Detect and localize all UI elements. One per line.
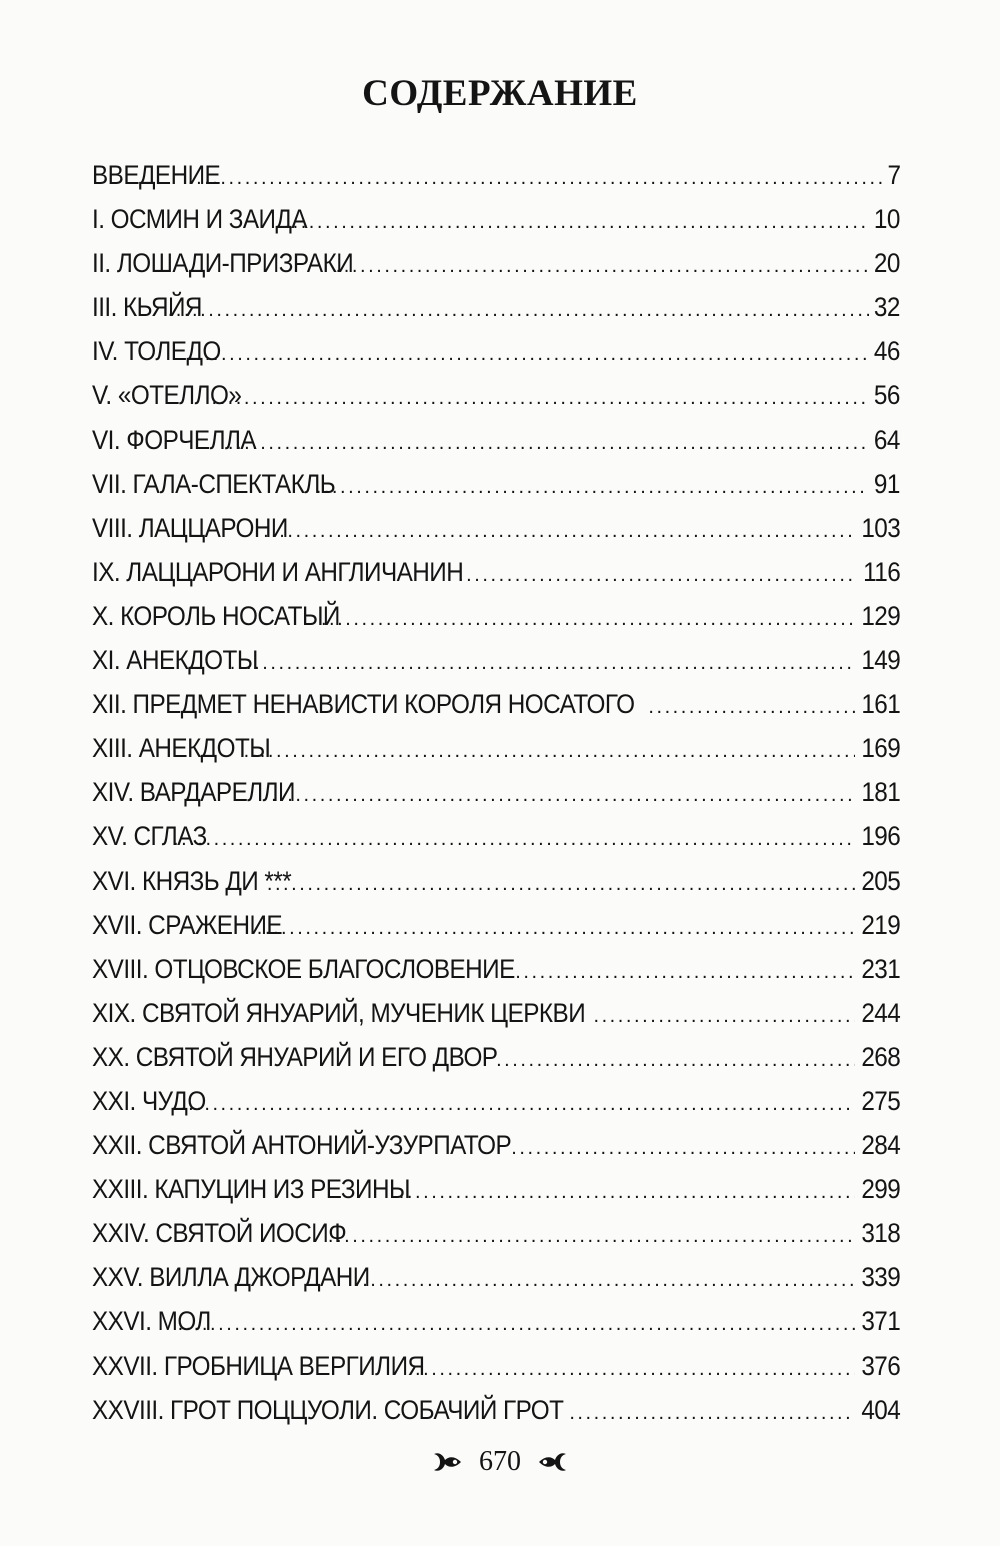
toc-entry-title: XIX. СВЯТОЙ ЯНУАРИЙ, МУЧЕНИК ЦЕРКВИ: [92, 997, 586, 1028]
dot-leader: [354, 1262, 855, 1293]
toc-entry: [92, 160, 900, 204]
dot-leader: [316, 469, 869, 500]
toc-entry-page: 181: [861, 777, 900, 808]
toc-entry-title: IX. ЛАЦЦАРОНИ И АНГЛИЧАНИН: [92, 556, 464, 587]
toc-entry-title: X. КОРОЛЬ НОСАТЫЙ: [92, 600, 340, 631]
toc-entry-title: IV. ТОЛЕДО: [92, 336, 221, 367]
toc-entry-page: 10: [874, 204, 900, 235]
toc-entry-title: XVII. СРАЖЕНИЕ: [92, 909, 283, 940]
toc-entry-page: 376: [861, 1350, 900, 1381]
toc-entry-page: 32: [874, 292, 900, 323]
toc-entry: [92, 248, 900, 292]
toc-entry-title: XXVIII. ГРОТ ПОЦЦУОЛИ. СОБАЧИЙ ГРОТ: [92, 1394, 564, 1425]
toc-entry: [92, 1130, 900, 1174]
toc-entry: [92, 954, 900, 998]
toc-entry-title: XIV. ВАРДАРЕЛЛИ: [92, 777, 295, 808]
toc-entry-page: 219: [861, 909, 900, 940]
toc-entry-page: 231: [861, 953, 900, 984]
dot-leader: [228, 425, 869, 456]
toc-entry-page: 275: [861, 1085, 900, 1116]
table-of-contents: [92, 160, 900, 1439]
toc-entry: [92, 292, 900, 336]
toc-entry-title: XXI. ЧУДО: [92, 1085, 206, 1116]
toc-entry-page: 318: [861, 1218, 900, 1249]
toc-entry-page: 161: [861, 689, 900, 720]
toc-entry-page: 205: [861, 865, 900, 896]
dot-leader: [321, 601, 855, 632]
toc-entry-title: XII. ПРЕДМЕТ НЕНАВИСТИ КОРОЛЯ НОСАТОГО: [92, 689, 635, 720]
toc-entry-page: 103: [861, 512, 900, 543]
toc-entry-title: XXVI. МОЛ: [92, 1306, 211, 1337]
dot-leader: [230, 645, 855, 676]
toc-entry-title: XVIII. ОТЦОВСКОЕ БЛАГОСЛОВЕНИЕ: [92, 953, 515, 984]
page-footer: [0, 1446, 1000, 1478]
dot-leader: [511, 1130, 854, 1161]
toc-entry-page: 149: [861, 645, 900, 676]
toc-entry-page: 244: [861, 997, 900, 1028]
toc-entry-page: 299: [861, 1174, 900, 1205]
toc-entry: [92, 645, 900, 689]
toc-entry: [92, 380, 900, 424]
fleuron-left-icon: [431, 1448, 465, 1476]
dot-leader: [458, 557, 857, 588]
toc-entry-page: 64: [874, 424, 900, 455]
toc-entry: [92, 336, 900, 380]
toc-entry: [92, 1262, 900, 1306]
toc-entry-title: II. ЛОШАДИ-ПРИЗРАКИ: [92, 248, 354, 279]
toc-entry-title: XVI. КНЯЗЬ ДИ ***: [92, 865, 292, 896]
toc-entry-page: 169: [861, 733, 900, 764]
dot-leader: [178, 1306, 855, 1337]
toc-entry-page: 116: [862, 556, 900, 587]
toc-entry-title: XX. СВЯТОЙ ЯНУАРИЙ И ЕГО ДВОР: [92, 1041, 498, 1072]
toc-entry: [92, 204, 900, 248]
toc-entry: [92, 689, 900, 733]
toc-entry: [92, 1395, 900, 1439]
dot-leader: [244, 733, 855, 764]
toc-entry-title: XXIII. КАПУЦИН ИЗ РЕЗИНЫ: [92, 1174, 410, 1205]
page-title: СОДЕРЖАНИЕ: [362, 73, 638, 114]
toc-entry-title: VIII. ЛАЦЦАРОНИ: [92, 512, 288, 543]
toc-entry-page: 7: [887, 160, 900, 190]
toc-entry-page: 91: [874, 468, 900, 499]
toc-entry: [92, 1306, 900, 1350]
toc-entry: [92, 998, 900, 1042]
toc-entry: [92, 821, 900, 865]
toc-entry-title: I. ОСМИН И ЗАИДА: [92, 204, 308, 235]
dot-leader: [328, 1218, 855, 1249]
dot-leader: [267, 866, 855, 897]
toc-entry: [92, 469, 900, 513]
toc-entry-page: 196: [861, 821, 900, 852]
toc-entry: [92, 557, 900, 601]
toc-entry: [92, 601, 900, 645]
dot-leader: [172, 1086, 855, 1117]
toc-entry-title: V. «ОТЕЛЛО»: [92, 380, 242, 411]
dot-leader: [336, 248, 869, 279]
toc-entry-page: 129: [861, 600, 900, 631]
dot-leader: [399, 1174, 855, 1205]
dot-leader: [173, 821, 855, 852]
toc-entry-page: 268: [861, 1041, 900, 1072]
dot-leader: [168, 292, 869, 323]
toc-entry-title: XIII. АНЕКДОТЫ: [92, 733, 271, 764]
dot-leader: [569, 1395, 854, 1426]
toc-entry-title: XXII. СВЯТОЙ АНТОНИЙ-УЗУРПАТОР: [92, 1130, 512, 1161]
toc-entry: [92, 1042, 900, 1086]
dot-leader: [271, 777, 855, 808]
toc-entry-page: 339: [861, 1262, 900, 1293]
toc-entry-title: ВВЕДЕНИЕ: [92, 160, 221, 190]
toc-entry-title: VI. ФОРЧЕЛЛА: [92, 424, 257, 455]
toc-entry: [92, 777, 900, 821]
toc-entry-title: III. КЬЯЙЯ: [92, 292, 202, 323]
toc-entry: [92, 866, 900, 910]
toc-entry: [92, 1351, 900, 1395]
toc-entry-title: XI. АНЕКДОТЫ: [92, 645, 258, 676]
toc-entry-title: XXVII. ГРОБНИЦА ВЕРГИЛИЯ: [92, 1350, 425, 1381]
toc-entry-page: 284: [861, 1130, 900, 1161]
dot-leader: [515, 954, 854, 985]
dot-leader: [648, 689, 854, 720]
dot-leader: [257, 910, 855, 941]
fleuron-right-icon: [535, 1448, 569, 1476]
toc-entry-page: 46: [874, 336, 900, 367]
toc-entry: [92, 1174, 900, 1218]
toc-entry: [92, 1086, 900, 1130]
toc-entry-page: 20: [874, 248, 900, 279]
toc-entry: [92, 1218, 900, 1262]
dot-leader: [189, 336, 870, 367]
dot-leader: [263, 513, 855, 544]
toc-entry: [92, 733, 900, 777]
toc-entry-page: 404: [861, 1394, 900, 1425]
dot-leader: [188, 160, 884, 191]
toc-entry: [92, 513, 900, 557]
toc-entry: [92, 425, 900, 469]
toc-entry-title: XXV. ВИЛЛА ДЖОРДАНИ: [92, 1262, 370, 1293]
toc-entry-page: 56: [874, 380, 900, 411]
toc-entry-title: XV. СГЛАЗ: [92, 821, 207, 852]
toc-entry-title: XXIV. СВЯТОЙ ИОСИФ: [92, 1218, 347, 1249]
dot-leader: [211, 380, 869, 411]
page-number: 670: [479, 1446, 521, 1477]
dot-leader: [415, 1351, 855, 1382]
dot-leader: [496, 1042, 855, 1073]
toc-entry: [92, 910, 900, 954]
toc-entry-page: 371: [861, 1306, 900, 1337]
dot-leader: [284, 204, 869, 235]
dot-leader: [593, 998, 854, 1029]
toc-entry-title: VII. ГАЛА-СПЕКТАКЛЬ: [92, 468, 336, 499]
